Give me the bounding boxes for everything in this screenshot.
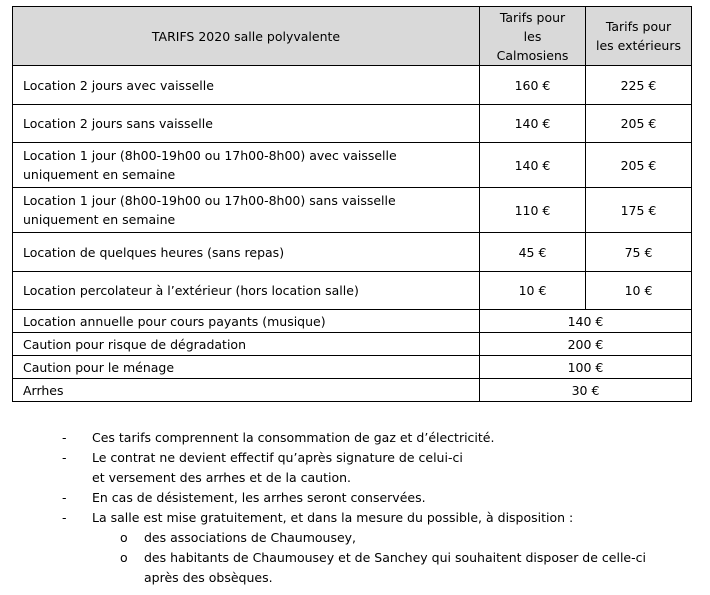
table-title: TARIFS 2020 salle polyvalente	[13, 7, 480, 66]
row-label: Caution pour risque de dégradation	[13, 333, 480, 356]
sub-list-item	[62, 528, 646, 548]
table-row	[13, 233, 692, 272]
row-label: Location percolateur à l’extérieur (hors location salle)	[13, 272, 480, 310]
notes-list	[62, 428, 646, 588]
table-row	[13, 272, 692, 310]
price-exterieurs: 10 €	[586, 272, 692, 310]
price-exterieurs: 175 €	[586, 188, 692, 233]
price-exterieurs: 205 €	[586, 143, 692, 188]
row-label: Location 1 jour (8h00-19h00 ou 17h00-8h00) avec vaisselle uniquement en semaine	[13, 143, 480, 188]
table-row	[13, 188, 692, 233]
table-row	[13, 333, 692, 356]
note-text: Ces tarifs comprennent la consommation de gaz et d’électricité.	[92, 430, 495, 445]
price-exterieurs: 75 €	[586, 233, 692, 272]
row-label: Location annuelle pour cours payants (musique)	[13, 310, 480, 333]
row-label: Location 2 jours avec vaisselle	[13, 66, 480, 105]
note-text: En cas de désistement, les arrhes seront conservées.	[92, 490, 426, 505]
list-item	[62, 508, 646, 528]
price-calmosiens: 10 €	[480, 272, 586, 310]
price-all: 30 €	[480, 379, 692, 402]
table-header-row	[13, 7, 692, 66]
table-row	[13, 310, 692, 333]
row-label: Location 2 jours sans vaisselle	[13, 105, 480, 143]
tarifs-table	[12, 6, 692, 402]
header-exterieurs: Tarifs pour les extérieurs	[586, 7, 692, 66]
row-label: Location 1 jour (8h00-19h00 ou 17h00-8h00) sans vaisselle uniquement en semaine	[13, 188, 480, 233]
list-item	[62, 448, 646, 468]
price-calmosiens: 160 €	[480, 66, 586, 105]
table-row	[13, 379, 692, 402]
dash-bullet: -	[62, 450, 67, 465]
price-exterieurs: 205 €	[586, 105, 692, 143]
sub-note-text: des habitants de Chaumousey et de Sanchey qui souhaitent disposer de celle-ci	[144, 550, 646, 565]
table-row	[13, 66, 692, 105]
price-all: 140 €	[480, 310, 692, 333]
price-calmosiens: 110 €	[480, 188, 586, 233]
table-row	[13, 143, 692, 188]
list-item	[62, 428, 646, 448]
sub-note-continuation: après des obsèques.	[144, 570, 273, 585]
price-exterieurs: 225 €	[586, 66, 692, 105]
circle-bullet: o	[120, 530, 128, 545]
list-item	[62, 488, 646, 508]
circle-bullet: o	[120, 550, 128, 565]
header-calmosiens: Tarifs pour les Calmosiens	[480, 7, 586, 66]
table-row	[13, 105, 692, 143]
price-calmosiens: 45 €	[480, 233, 586, 272]
price-calmosiens: 140 €	[480, 105, 586, 143]
sub-list-item	[62, 548, 646, 568]
note-text: Le contrat ne devient effectif qu’après signature de celui-ci	[92, 450, 463, 465]
sub-note-text: des associations de Chaumousey,	[144, 530, 357, 545]
note-text: La salle est mise gratuitement, et dans la mesure du possible, à disposition :	[92, 510, 574, 525]
dash-bullet: -	[62, 510, 67, 525]
table-row	[13, 356, 692, 379]
row-label: Arrhes	[13, 379, 480, 402]
dash-bullet: -	[62, 430, 67, 445]
row-label: Caution pour le ménage	[13, 356, 480, 379]
price-calmosiens: 140 €	[480, 143, 586, 188]
price-all: 200 €	[480, 333, 692, 356]
note-continuation: et versement des arrhes et de la caution.	[92, 470, 352, 485]
row-label: Location de quelques heures (sans repas)	[13, 233, 480, 272]
dash-bullet: -	[62, 490, 67, 505]
price-all: 100 €	[480, 356, 692, 379]
